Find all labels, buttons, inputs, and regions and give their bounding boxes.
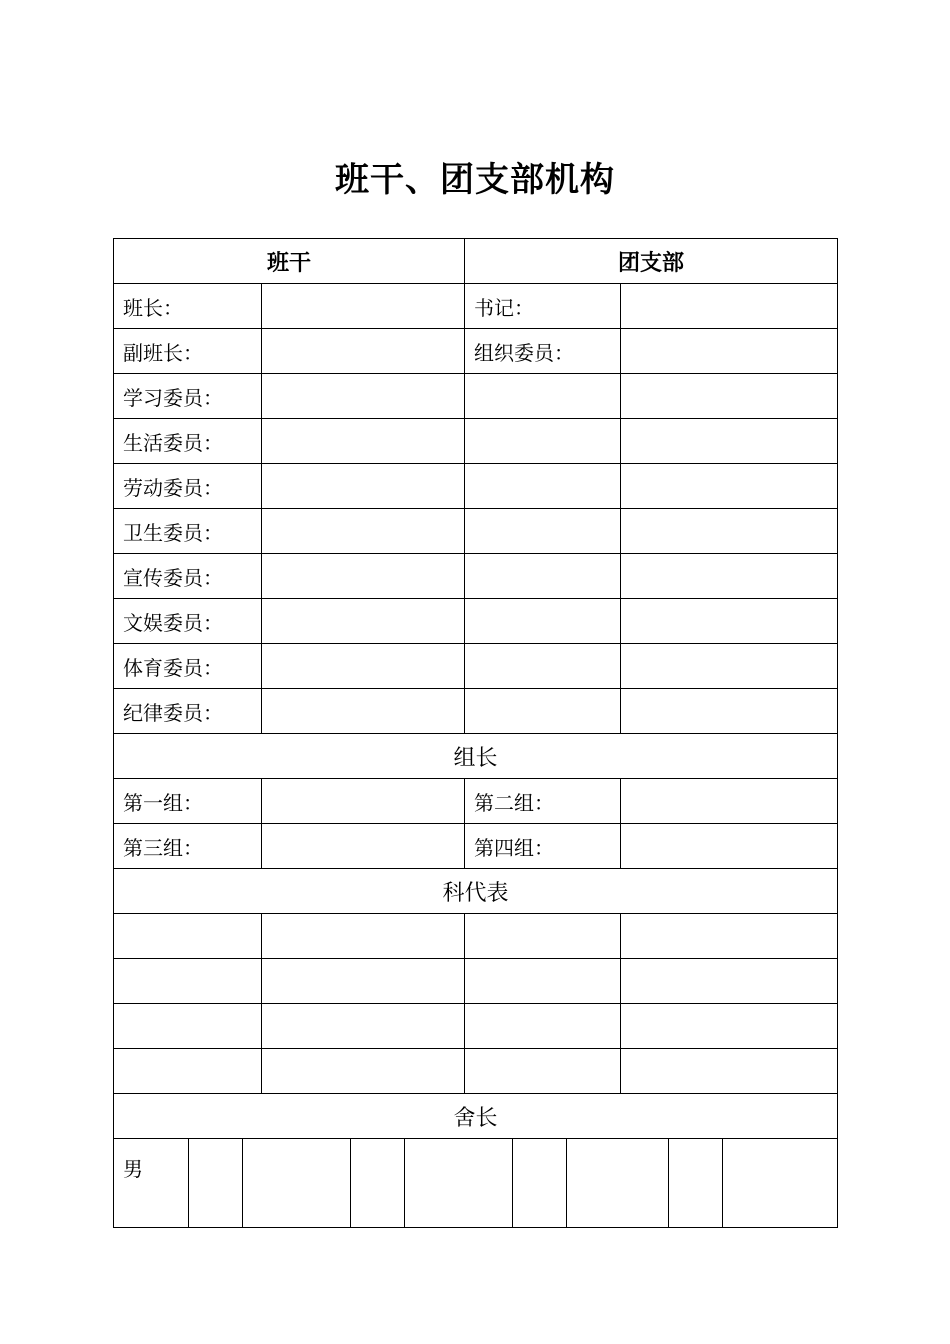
subject-cell[interactable]: [465, 959, 621, 1004]
cadre-name-cell[interactable]: [262, 509, 465, 554]
cadre-name-cell[interactable]: [262, 374, 465, 419]
table-row: [114, 419, 838, 464]
cadre-name-cell[interactable]: [262, 419, 465, 464]
table-row: [114, 329, 838, 374]
cadre-label: 体育委员：: [114, 644, 262, 689]
subject-cell[interactable]: [621, 1049, 838, 1094]
subject-cell[interactable]: [262, 1004, 465, 1049]
league-name-cell[interactable]: [621, 329, 838, 374]
subject-cell[interactable]: [114, 1049, 262, 1094]
section-header-row: [114, 734, 838, 779]
table-row: [114, 1139, 838, 1228]
subject-cell[interactable]: [114, 914, 262, 959]
league-name-cell[interactable]: [621, 374, 838, 419]
group-name-cell[interactable]: [621, 779, 838, 824]
section-header-row: [114, 1094, 838, 1139]
table-row: [114, 689, 838, 734]
subject-cell[interactable]: [262, 914, 465, 959]
league-label[interactable]: [465, 554, 621, 599]
subject-cell[interactable]: [621, 1004, 838, 1049]
cadre-name-cell[interactable]: [262, 284, 465, 329]
table-row: [114, 554, 838, 599]
cadre-label: 生活委员：: [114, 419, 262, 464]
league-label[interactable]: [465, 599, 621, 644]
subject-cell[interactable]: [621, 959, 838, 1004]
subject-cell[interactable]: [114, 1004, 262, 1049]
league-label: 组织委员：: [465, 329, 621, 374]
subject-cell[interactable]: [262, 959, 465, 1004]
dorm-cell[interactable]: [243, 1139, 351, 1228]
dorm-cell[interactable]: [513, 1139, 567, 1228]
cadre-label: 劳动委员：: [114, 464, 262, 509]
cadre-name-cell[interactable]: [262, 599, 465, 644]
subject-reps-header: 科代表: [114, 869, 838, 914]
league-name-cell[interactable]: [621, 689, 838, 734]
cadre-name-cell[interactable]: [262, 644, 465, 689]
organization-table: [113, 238, 838, 1228]
league-name-cell[interactable]: [621, 554, 838, 599]
group-name-cell[interactable]: [262, 779, 465, 824]
group-label: 第二组：: [465, 779, 621, 824]
league-name-cell[interactable]: [621, 509, 838, 554]
dorm-cell[interactable]: [567, 1139, 669, 1228]
table-row: [114, 374, 838, 419]
table-row: [114, 599, 838, 644]
league-branch-header: 团支部: [465, 239, 838, 284]
section-header-row: [114, 869, 838, 914]
group-leaders-header: 组长: [114, 734, 838, 779]
subject-cell[interactable]: [465, 1049, 621, 1094]
league-name-cell[interactable]: [621, 644, 838, 689]
table-row: [114, 1049, 838, 1094]
league-label[interactable]: [465, 464, 621, 509]
league-name-cell[interactable]: [621, 284, 838, 329]
league-label[interactable]: [465, 689, 621, 734]
table-row: [114, 284, 838, 329]
league-label[interactable]: [465, 644, 621, 689]
league-label: 书记：: [465, 284, 621, 329]
dorm-heads-header: 舍长: [114, 1094, 838, 1139]
group-label: 第三组：: [114, 824, 262, 869]
group-label: 第一组：: [114, 779, 262, 824]
dorm-cell[interactable]: [723, 1139, 838, 1228]
table-row: [114, 959, 838, 1004]
league-label[interactable]: [465, 419, 621, 464]
group-name-cell[interactable]: [621, 824, 838, 869]
subject-cell[interactable]: [465, 914, 621, 959]
table-row: [114, 779, 838, 824]
dorm-cell[interactable]: [405, 1139, 513, 1228]
cadre-name-cell[interactable]: [262, 329, 465, 374]
table-row: [114, 1004, 838, 1049]
league-name-cell[interactable]: [621, 464, 838, 509]
subject-cell[interactable]: [465, 1004, 621, 1049]
league-label[interactable]: [465, 509, 621, 554]
cadre-label: 副班长：: [114, 329, 262, 374]
league-name-cell[interactable]: [621, 419, 838, 464]
group-name-cell[interactable]: [262, 824, 465, 869]
cadre-label: 纪律委员：: [114, 689, 262, 734]
page-title: 班干、团支部机构: [335, 160, 615, 200]
subject-cell[interactable]: [114, 959, 262, 1004]
subject-cell[interactable]: [262, 1049, 465, 1094]
table-row: [114, 644, 838, 689]
league-name-cell[interactable]: [621, 599, 838, 644]
cadre-label: 卫生委员：: [114, 509, 262, 554]
dorm-cell[interactable]: [189, 1139, 243, 1228]
dorm-cell[interactable]: [351, 1139, 405, 1228]
cadre-label: 宣传委员：: [114, 554, 262, 599]
dorm-cell[interactable]: [669, 1139, 723, 1228]
male-label: 男: [114, 1139, 189, 1228]
cadre-label: 学习委员：: [114, 374, 262, 419]
cadre-name-cell[interactable]: [262, 554, 465, 599]
cadre-label: 班长：: [114, 284, 262, 329]
table-row: [114, 509, 838, 554]
table-row: [114, 464, 838, 509]
group-label: 第四组：: [465, 824, 621, 869]
table-row: [114, 824, 838, 869]
section-header-row: [114, 239, 838, 284]
class-cadres-header: 班干: [114, 239, 465, 284]
cadre-name-cell[interactable]: [262, 689, 465, 734]
cadre-label: 文娱委员：: [114, 599, 262, 644]
cadre-name-cell[interactable]: [262, 464, 465, 509]
table-row: [114, 914, 838, 959]
league-label[interactable]: [465, 374, 621, 419]
subject-cell[interactable]: [621, 914, 838, 959]
